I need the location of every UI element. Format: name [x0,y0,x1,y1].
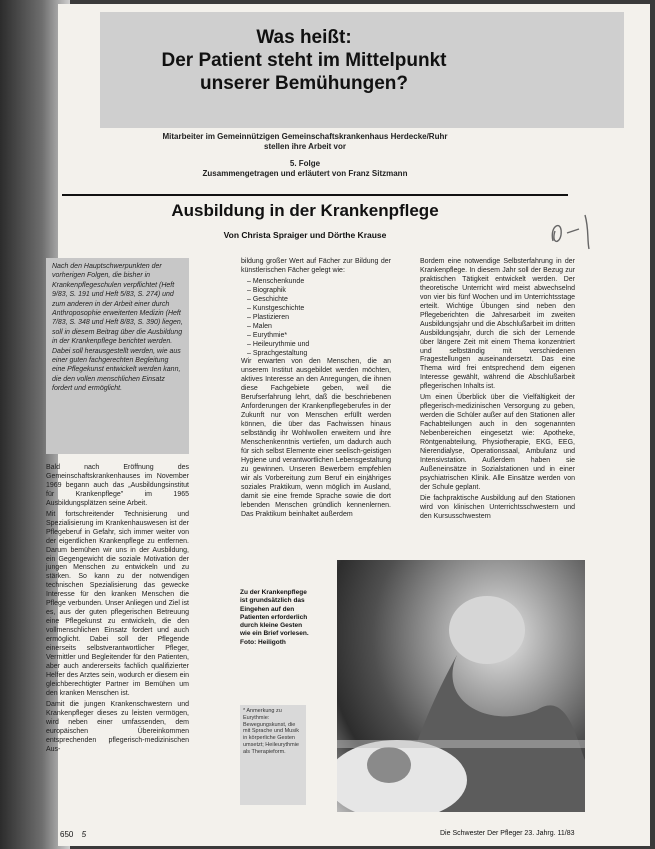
page-marker: 5 [81,830,87,839]
series-line-4: Zusammengetragen und erläutert von Franz Sitzmann [202,169,408,178]
list-item: – Sprachgestaltung [247,350,391,359]
series-info [60,132,550,179]
list-item: – Eurythmie* [247,332,391,341]
series-line-3: 5. Folge [289,159,321,168]
text-column-1 [46,464,189,757]
page-number [60,830,86,839]
list-item: – Menschenkunde [247,278,391,287]
paragraph: Um einen Überblick über die Vielfältigkeit der pflegerisch-medizinischen Versorgung zu geben, werden die Schüler außer auf den Stationen aller Fachabteilungen auch in den sogenannten Nebenbereichen eingesetzt wie: Apotheke, Röntgenabteilung, Physiotherapie, EKG, EEG, Nierendialyse, Operationssaal, Ambulanz und Intensivstation. Außerdem haben sie Außeneinsätze in Sozialstationen und in einer psychiatrischen Klinik. Alle Einsätze werden von der Schule geplant. [420,394,575,491]
photo-caption: Zu der Krankenpflege ist grundsätzlich das Eingehen auf den Patienten erforderlich durch kleine Gesten wie ein Brief vorlesen. Foto: Heiligoth [240,589,309,646]
paragraph: Bordem eine notwendige Selbsterfahrung in der Krankenpflege. In diesem Jahr soll der Bezug zur praktischen Tätigkeit entwickelt werden. Der theoretische Unterricht wird meist abwechselnd von vier bis fünf Wochen und im Unterrichtsstage erteilt. Wichtige Übungen sind neben den Pflegeberichten die Jahresarbeit im zweiten Ausbildungsjahr und die Abschlußarbeit im dritten Ausbildungsjahr, durch die sich der Lernende über längere Zeit mit einem Thema konzentriert und selbständig mit verschiedenen Fragestellungen auseinandersetzt. Das eine Thema wird frei entsprechend dem eigenen Interesse gewählt, während die Abschlußarbeit pflegerischen Inhalts ist. [420,258,575,391]
text-column-3 [420,258,575,524]
list-item: – Malen [247,323,391,332]
title-line-3: unserer Bemühungen? [200,73,408,94]
paragraph: Damit die jungen Krankenschwestern und Krankenpfleger dieses zu leisten vermögen, wird neben einer umfassenden, dem europäischen Übereinkommen entsprechenden pflegerisch-medizinischen Aus- [46,700,189,753]
title-line-2: Der Patient steht im Mittelpunkt [161,50,447,71]
list-item: – Heileurythmie und [247,341,391,350]
photo-figure-icon [337,560,585,812]
journal-footer: Die Schwester Der Pfleger 23. Jahrg. 11/83 [440,830,575,837]
paragraph: bildung großer Wert auf Fächer zur Bildung der künstlerischen Fächer gelegt wie: [241,258,391,274]
paragraph: Die fachpraktische Ausbildung auf den Stationen wird von klinischen Unterrichtsschwestern und den Kursusschwestern [420,494,575,520]
title-line-1: Was heißt: [256,27,352,48]
list-item: – Kunstgeschichte [247,305,391,314]
text-column-2 [241,258,391,522]
paragraph: Wir erwarten von den Menschen, die an unserem Institut ausgebildet werden möchten, aktives Interesse an den Anregungen, die ihnen diese Fachgebiete geben, weil die Berufserfahrung lehrt, daß die beschriebenen Anforderungen der Krankenpflegeberufes in der Zukunft nur von Menschen erfüllt werden können, die über das Fachwissen hinaus selbständig ihr Wohlwollen erweitern und ihre Menschenkenntnis vertiefen, um dadurch auch für sich selbst Elemente einer seelisch-geistigen Hygiene und verantwortlichen Lebensgestaltung zu gewinnen. Unseren Bewerbern empfehlen wir als Vorbereitung zum Beruf ein einjähriges soziales Praktikum, wenn möglich im Ausland, damit sie eine fremde Sprache sowie die dort lebenden Menschen gründlich kennenlernen. Das Praktikum beinhaltet außerdem [241,358,391,518]
footnote-box: * Anmerkung zu Eurythmie: Bewegungskunst, die mit Sprache und Musik in körperliche Gesten umsetzt; Heileurythmie als Therapieform. [240,705,306,805]
handwritten-annotation-icon [545,205,615,255]
subject-list [241,278,391,359]
series-line-2: stellen ihre Arbeit vor [264,142,346,151]
page-title [42,26,566,95]
paragraph: Mit fortschreitender Technisierung und Spezialisierung im Krankenhauswesen ist der Pflegeberuf in Gefahr, sich immer weiter von der eigentlichen Krankenpflege zu entfernen. Darum bemühen wir uns in der Ausbildung, ein Gegengewicht die soziale Motivation der jungen Menschen zu entwickeln und zu stärken. So kann zu der notwendigen technischen Spezialisierung das gewecke Interesse für den kranken Menschen die Pflege verbunden. Unser Anliegen und Ziel ist es, aus der guten pflegerischen Betreuung eine Pflegekunst zu entwickeln, die den vollmenschlichen Einsatz fordert und auch ermöglicht. Dabei soll der Pflegende einerseits selbstverantwortlicher Pfleger, Vermittler und Begleitender für den Patienten, aber auch andererseits fachlich qualifizierter Helfer des Arztes sein, wodurch er diesem ein gleichberechtigter Partner im Bemühen um den kranken Menschen ist. [46,510,189,697]
article-title: Ausbildung in der Krankenpflege [171,201,439,220]
article-authors: Von Christa Spraiger und Dörthe Krause [223,230,387,240]
paragraph: Bald nach Eröffnung des Gemeinschaftskrankenhauses im November 1969 begann auch das „Ausbildungsinstitut für Krankenpflege" im 1965 Ausbildungsplätzen seine Arbeit. [46,464,189,507]
list-item: – Biographik [247,287,391,296]
series-line-1: Mitarbeiter im Gemeinnützigen Gemeinschaftskrankenhaus Herdecke/Ruhr [162,132,448,141]
page-number-text: 650 [60,830,74,839]
list-item: – Plastizieren [247,314,391,323]
intro-box: Nach den Hauptschwerpunkten der vorherigen Folgen, die bisher in Krankenpflegeschulen verpflichtet (Heft 9/83, S. 191 und Heft 5/83, S. 274) und zum anderen in der Arbeit einer durch Anthroposophie erweiterten Medizin (Heft 7/83, S. 348 und Heft 8/83, S. 390) liegen, soll in diesem Beitrag über die Ausbildung in der Krankenpflege berichtet werden. Dabei soll herausgestellt werden, wie aus einer guten fachgerechten Begleitung eine Pflegekunst entwickelt werden kann, die den vollen menschlichen Einsatz fordert und ermöglicht. [46,258,189,454]
list-item: – Geschichte [247,296,391,305]
photo-nurse-patient-icon [337,560,585,812]
section-divider [62,194,568,196]
